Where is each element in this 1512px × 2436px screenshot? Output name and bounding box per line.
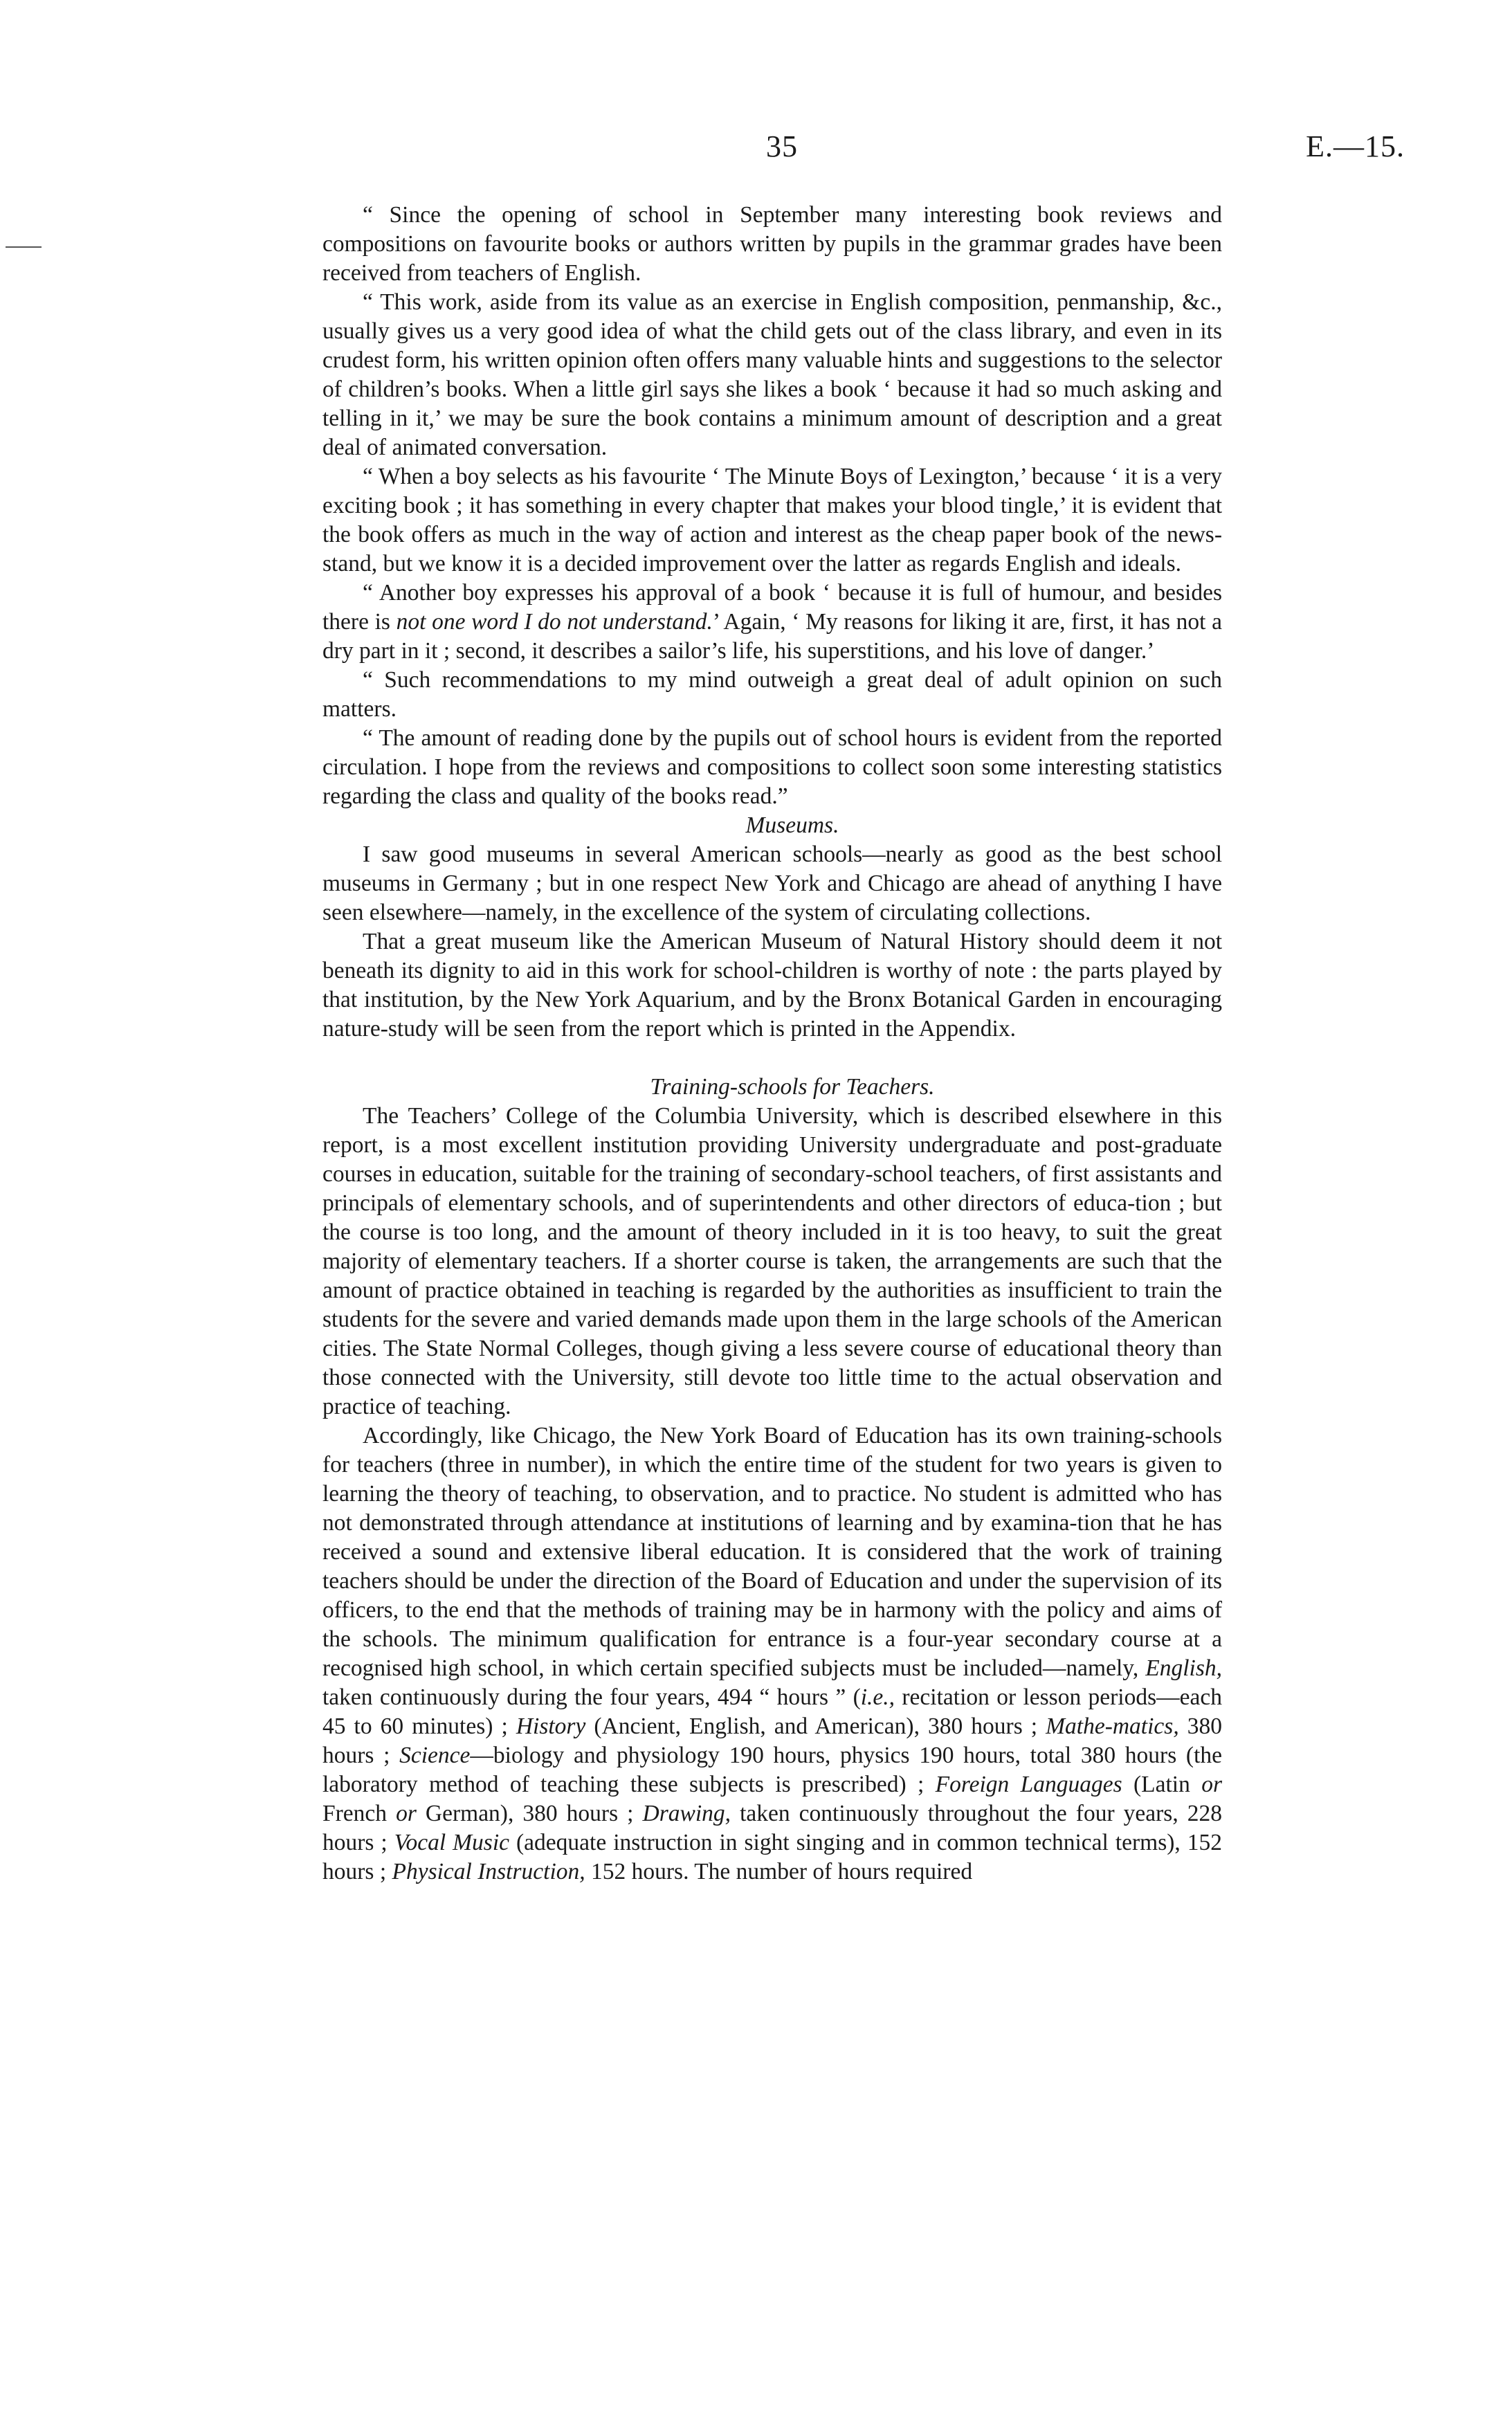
text-run: ’ Again, ‘ My reasons for liking it are, first, it has not a dry part in it ; second, it describes a sailor’s life, his superstitions, and his love of danger.’	[322, 609, 1223, 664]
body-text	[322, 201, 1222, 1887]
subject-drawing: Drawing,	[642, 1801, 731, 1826]
subject-history: History	[516, 1714, 586, 1739]
paragraph-museums-2: That a great museum like the American Museum of Natural History should deem it not beneath its dignity to aid in this work for school-children is worthy of note : the parts played by that institution, by the New York Aquarium, and by the Bronx Botanical Garden in encouraging nature-study will be seen from the report which is printed in the Appendix.	[322, 929, 1222, 1042]
document-reference: E.—15.	[1306, 129, 1405, 163]
text-run: 380 hours ;	[322, 1714, 1222, 1768]
subject-mathematics: Mathe-matics,	[1046, 1714, 1179, 1739]
heading-training-schools: Training-schools for Teachers.	[650, 1074, 935, 1100]
text-run: taken continuously throughout the four years, 228 hours ;	[322, 1801, 1223, 1855]
italic-or: or	[396, 1801, 417, 1826]
paragraph-minute-boys: “ When a boy selects as his favourite ‘ The Minute Boys of Lexington,’ because ‘ it is a very exciting book ; it has something in every chapter that makes your blood tingle,’ it is evident that the book offers as much in the way of action and interest as the cheap paper book of the news-stand, but we know it is a decided improvement over the latter as regards English and ideals.	[322, 464, 1222, 576]
text-run: French	[322, 1801, 397, 1826]
subject-vocal-music: Vocal Music	[394, 1830, 510, 1855]
paragraph-teachers-college: The Teachers’ College of the Columbia University, which is described elsewhere in this report, is a most excellent institution providing University undergraduate and post-graduate courses in education, suitable for the training of secondary-school teachers, of first assistants and principals of elementary schools, and of superintendents and other directors of educa-tion ; but the course is too long, and the amount of theory included in it is too heavy, to suit the great majority of elementary teachers. If a shorter course is taken, the arrangements are such that the amount of practice obtained in teaching is regarded by the authorities as insufficient to train the students for the severe and varied demands made upon them in the large schools of the American cities. The State Normal Colleges, though giving a less severe course of educational theory than those connected with the University, still devote too little time to the actual observation and practice of teaching.	[322, 1103, 1222, 1419]
text-run: “ Another boy expresses his approval of a book ‘ because it is full of humour, and besides there is	[322, 580, 1222, 635]
text-run: recitation or lesson periods—each 45 to 60 minutes) ;	[322, 1684, 1222, 1739]
margin-mark	[6, 246, 42, 248]
abbreviation-ie: i.e.,	[860, 1684, 895, 1710]
text-run: 152 hours. The number of hours required	[585, 1859, 973, 1884]
paragraph-recommendations: “ Such recommendations to my mind outweigh a great deal of adult opinion on such matters.	[322, 667, 1222, 722]
italic-or: or	[1201, 1772, 1222, 1797]
subject-english: English,	[1145, 1655, 1222, 1681]
section-gap	[322, 1044, 1222, 1073]
italic-run: not one word I do not understand.	[396, 609, 713, 635]
text-run: Accordingly, like Chicago, the New York Board of Education has its own training-schools for teachers (three in number), in which the entire time of the student for two years is given to learning the theory of teaching, to observation, and to practice. No student is admitted who has not demonstrated through attendance at institutions of learning and by examina-tion that he has received a sound and extensive liberal education. It is considered that the work of training teachers should be under the direction of the Board of Education and under the supervision of its officers, to the end that the methods of training may be in harmony with the policy and aims of the schools. The minimum qualification for entrance is a four-year secondary course at a recognised high school, in which certain specified subjects must be included—namely,	[322, 1423, 1222, 1681]
subject-science: Science	[399, 1743, 471, 1768]
text-run: —biology and physiology 190 hours, physics 190 hours, total 380 hours (the laboratory method of teaching these subjects is prescribed) ;	[322, 1743, 1223, 1797]
paragraph-circulation: “ The amount of reading done by the pupils out of school hours is evident from the reported circulation. I hope from the reviews and compositions to collect soon some interesting statistics regarding the class and quality of the books read.”	[322, 725, 1222, 809]
text-run: German), 380 hours ;	[416, 1801, 643, 1826]
paragraph-approval	[322, 579, 1222, 666]
paragraph-training-requirements	[322, 1421, 1222, 1887]
heading-museums: Museums.	[745, 812, 839, 838]
page-number: 35	[766, 129, 798, 163]
text-run: (Ancient, English, and American), 380 hours ;	[585, 1714, 1046, 1739]
paragraph-museums-1: I saw good museums in several American schools—nearly as good as the best school museums in Germany ; but in one respect New York and Chicago are ahead of anything I have seen elsewhere—namely, in the excellence of the system of circulating collections.	[322, 842, 1222, 925]
subject-foreign-languages: Foreign Languages	[935, 1772, 1122, 1797]
paragraph-class-library: “ This work, aside from its value as an exercise in English composition, penmanship, &c., usually gives us a very good idea of what the child gets out of the class library, and even in its crudest form, his written opinion often offers many valuable hints and suggestions to the selector of children’s books. When a little girl says she likes a book ‘ because it had so much asking and telling in it,’ we may be sure the book contains a minimum amount of description and a great deal of animated conversation.	[322, 289, 1222, 460]
text-run: taken continuously during the four years, 494 “ hours ” (	[322, 1684, 861, 1710]
text-run: (Latin	[1122, 1772, 1202, 1797]
subject-physical-instruction: Physical Instruction,	[392, 1859, 585, 1884]
paragraph-book-reviews: “ Since the opening of school in September many interesting book reviews and compositions on favourite books or authors written by pupils in the grammar grades have been received from teachers of English.	[322, 202, 1222, 286]
text-run: (adequate instruction in sight singing and in common technical terms), 152 hours ;	[322, 1830, 1223, 1884]
